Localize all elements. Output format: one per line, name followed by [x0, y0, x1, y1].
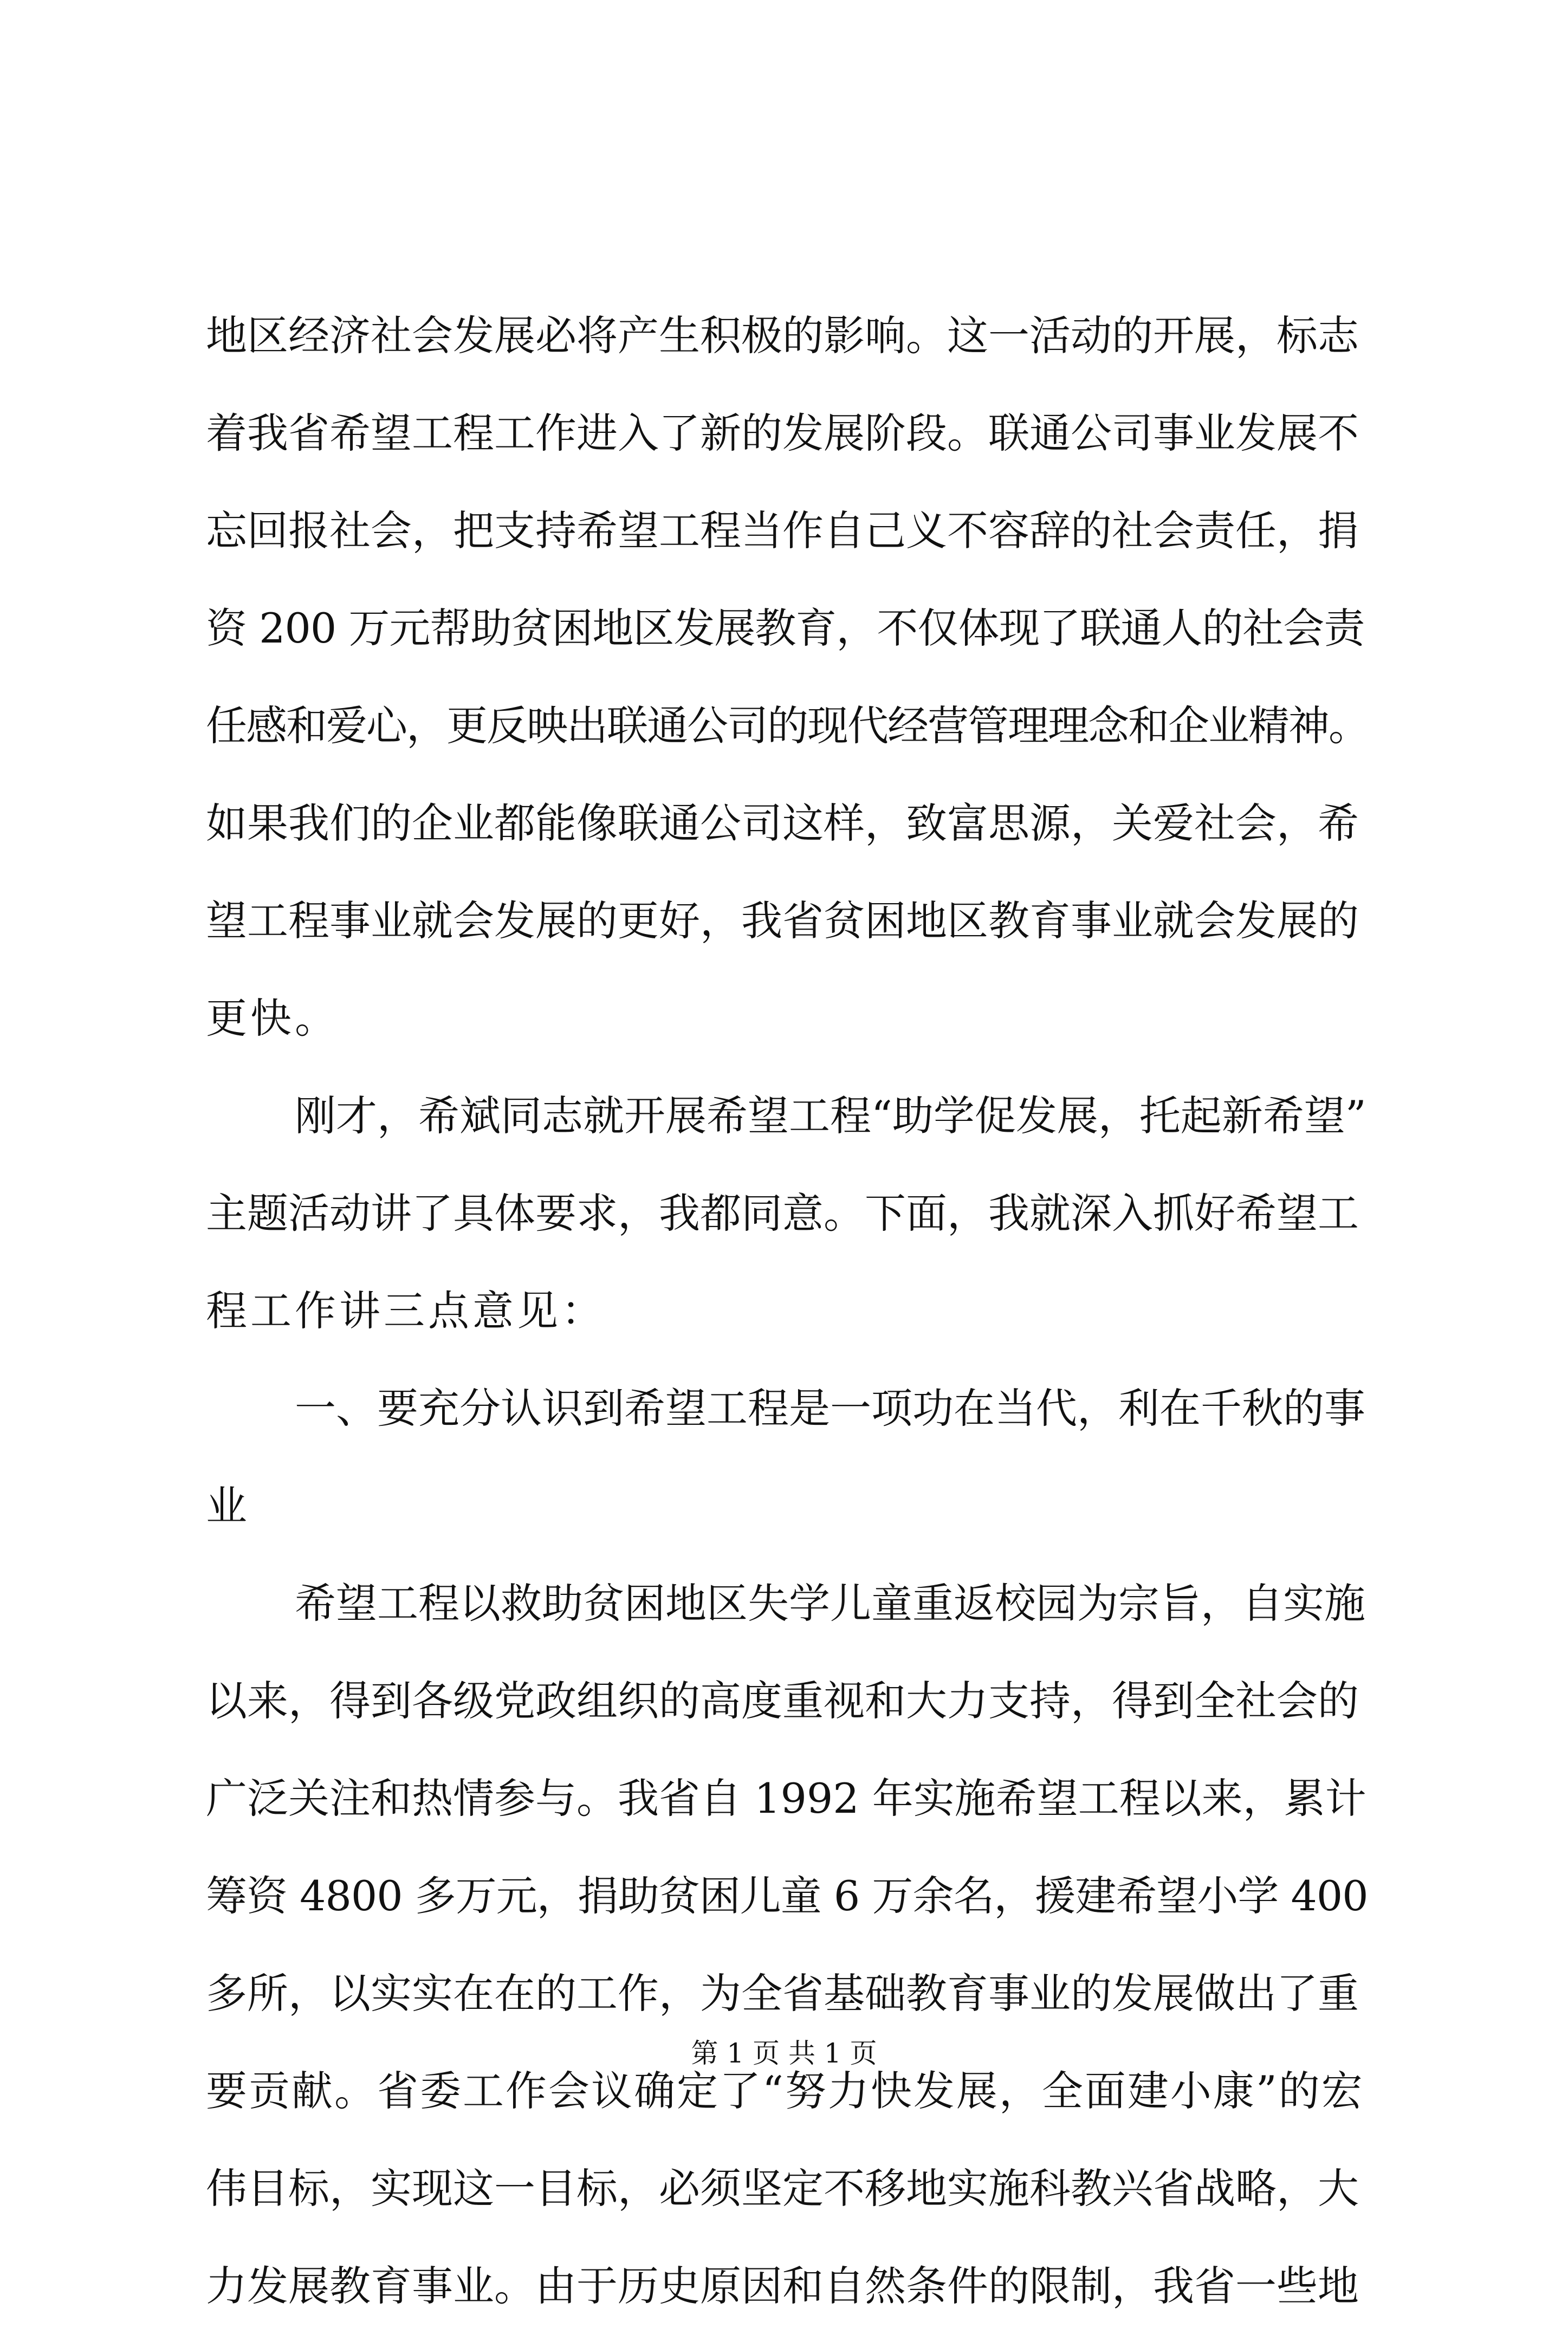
- text-line: 地区经济社会发展必将产生积极的影响。这一活动的开展，标志: [206, 312, 1359, 360]
- text-line: 程工作讲三点意见：: [206, 1287, 606, 1335]
- text-line: 伟目标，实现这一目标，必须坚定不移地实施科教兴省战略，大: [206, 2164, 1359, 2213]
- paragraph-first-line: 一、要充分认识到希望工程是一项功在当代，利在千秋的事: [295, 1384, 1365, 1432]
- text-line: 着我省希望工程工作进入了新的发展阶段。联通公司事业发展不: [206, 409, 1359, 457]
- text-line: 以来，得到各级党政组织的高度重视和大力支持，得到全社会的: [206, 1677, 1359, 1725]
- text-line: 资 200 万元帮助贫困地区发展教育，不仅体现了联通人的社会责: [206, 604, 1365, 652]
- text-line: 忘回报社会，把支持希望工程当作自己义不容辞的社会责任，捐: [206, 507, 1359, 555]
- page-footer: 第 1 页 共 1 页: [691, 2038, 877, 2069]
- text-line: 如果我们的企业都能像联通公司这样，致富思源，关爱社会，希: [206, 799, 1359, 847]
- paragraph-first-line: 希望工程以救助贫困地区失学儿童重返校园为宗旨，自实施: [295, 1579, 1365, 1627]
- paragraph-first-line: 刚才，希斌同志就开展希望工程“助学促发展，托起新希望”: [295, 1092, 1366, 1140]
- text-line: 广泛关注和热情参与。我省自 1992 年实施希望工程以来，累计: [206, 1774, 1366, 1822]
- text-line: 业: [206, 1482, 250, 1530]
- text-line: 力发展教育事业。由于历史原因和自然条件的限制，我省一些地: [206, 2262, 1359, 2310]
- text-line: 望工程事业就会发展的更好，我省贫困地区教育事业就会发展的: [206, 897, 1359, 945]
- text-line: 筹资 4800 多万元，捐助贫困儿童 6 万余名，援建希望小学 400: [206, 1872, 1368, 1920]
- text-line: 多所，以实实在在的工作，为全省基础教育事业的发展做出了重: [206, 1969, 1359, 2018]
- text-line: 任感和爱心，更反映出联通公司的现代经营管理理念和企业精神。: [206, 702, 1369, 750]
- text-line: 更快。: [206, 994, 339, 1042]
- text-line: 要贡献。省委工作会议确定了“努力快发展，全面建小康”的宏: [206, 2067, 1364, 2115]
- text-line: 主题活动讲了具体要求，我都同意。下面，我就深入抓好希望工: [206, 1189, 1359, 1237]
